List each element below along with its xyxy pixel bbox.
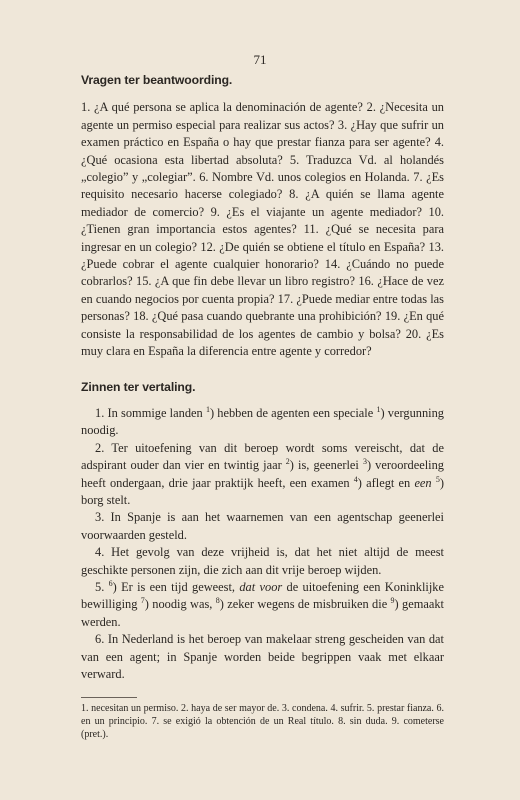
footnote-ref: 1 (205, 404, 210, 414)
footnote-ref: 3 (362, 457, 367, 466)
footnote-ref: 5 (435, 474, 440, 484)
translation-section (81, 379, 444, 684)
page-body (81, 72, 444, 741)
translation-heading: Zinnen ter vertaling. (81, 379, 196, 394)
footnotes: 1. necesitan un permiso. 2. haya de ser mayor de. 3. condena. 4. sufrir. 5. prestar fianza. 6. en un principio. 7. se exigió la obtención de un Real título. 8. sin duda. 9. cometerse (pret.). (81, 703, 444, 740)
footnote-ref: 1 (376, 404, 381, 414)
sentence-3: 3. In Spanje is aan het waarnemen van een agentschap geenerlei voorwaarden gesteld. (81, 510, 444, 542)
page-number: 71 (253, 52, 267, 67)
questions-section (81, 72, 444, 361)
footnote-ref: 2 (285, 457, 290, 466)
footnote-ref: 4 (353, 474, 358, 484)
footnote-ref: 9 (390, 596, 395, 606)
sentence-2: 2. Ter uitoefening van dit beroep wordt soms vereischt, dat de adspirant ouder dan vier en twintig jaar $^2$) is, geenerlei $^3$) veroordeeling heeft ondergaan, drie jaar praktijk heeft, een examen $^4$) aflegt en een $^5$) borg stelt. (81, 440, 444, 507)
sentence-5: 5. $^6$) Er is een tijd geweest, dat voor de uitoefening een Koninklijke bewilliging $^7$) noodig was, $^8$) zeker wegens de misbruiken die $^9$) gemaakt werden. (81, 578, 445, 629)
footnote-ref: 6 (108, 578, 113, 588)
questions-text: 1. ¿A qué persona se aplica la denominación de agente? 2. ¿Necesita un agente un permiso especial para realizar sus actos? 3. ¿Hay que sufrir un examen práctico en España o hay que prestar fianza para ser agente? 4. ¿Qué ocasiona esta libertad absoluta? 5. Traduzca Vd. al holandés „colegio” y „colegiar”. 6. Nombre Vd. unos colegios en Holanda. 7. ¿Es requisito necesario hacerse colegiado? 8. ¿A quién se llama agente mediador de comercio? 9. ¿Es el viajante un agente mediador? 10. ¿Tienen gran importancia estos agentes? 11. ¿Qué se necesita para ingresar en un colegio? 12. ¿De quién se obtiene el título en España? 13. ¿Puede cobrar el agente cualquier honorario? 14. ¿Cuándo no puede cobrarlos? 15. ¿A que fin debe llevar un libro registro? 16. ¿Hace de vez en cuando negocios por cuenta propia? 17. ¿Puede mediar entre todas las personas? 18. ¿Qué pasa cuando quebrante una prohibición? 19. ¿En qué consiste la responsabilidad de los agentes de cambio y bolsa? 20. ¿Es muy clara en España la diferencia entre agente y corredor? (81, 100, 444, 359)
questions-heading: Vragen ter beantwoording. (81, 73, 233, 87)
footnote-ref: 8 (215, 596, 220, 606)
sentence-6: 6. In Nederland is het beroep van makelaar streng gescheiden van dat van een agent; in Spanje worden beide begrippen vaak met elkaar verward. (81, 632, 444, 681)
footnote-ref: 7 (140, 596, 145, 606)
sentence-1: 1. In sommige landen $^1$) hebben de agenten een speciale $^1$) vergunning noodig. (81, 404, 445, 438)
sentence-4: 4. Het gevolg van deze vrijheid is, dat het niet altijd de meest geschikte personen zijn, die zich aan dit vrije beroep wijden. (81, 545, 444, 577)
footnote-divider (81, 697, 137, 698)
